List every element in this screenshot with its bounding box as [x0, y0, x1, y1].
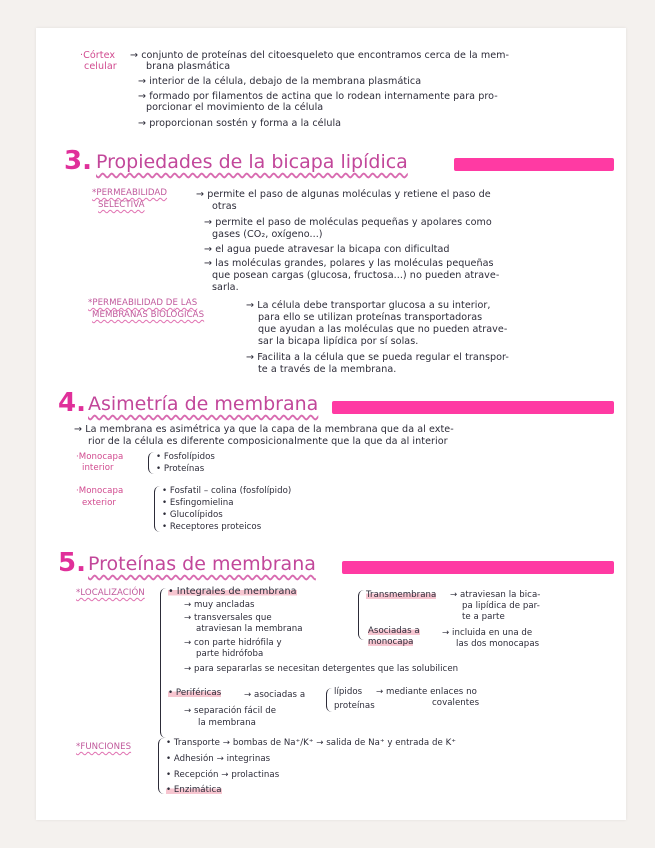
monocapa-interior-label-2: interior	[82, 463, 114, 473]
integrales-line: → con parte hidrófila y	[184, 638, 282, 648]
separacion-line: → separación fácil de	[184, 706, 277, 716]
lipidos-text: lípidos	[334, 687, 363, 697]
transmembrana-desc: te a parte	[462, 612, 505, 622]
integrales-line: → transversales que	[184, 613, 272, 623]
permeabilidad-selectiva-label: *PERMEABILIDAD	[92, 188, 168, 198]
permeabilidad-membranas-label: *PERMEABILIDAD DE LAS	[88, 298, 198, 308]
section-number: 5.	[58, 548, 86, 578]
cortex-line: brana plasmática	[146, 61, 231, 72]
funcion-item	[166, 785, 222, 795]
section-number: 3.	[64, 146, 92, 176]
section-title: Asimetría de membrana	[88, 393, 319, 415]
separacion-line: la membrana	[198, 718, 256, 728]
monocapa-item: • Receptores proteicos	[162, 522, 262, 532]
title-highlight-bar	[332, 401, 614, 414]
enzimatica-text: • Enzimática	[166, 785, 222, 795]
integrales-line: → para separarlas se necesitan detergentes que las solubilicen	[184, 664, 459, 674]
monocapa-item: • Fosfolípidos	[156, 452, 215, 462]
funcion-item: • Transporte → bombas de Na⁺/K⁺ → salida de Na⁺ y entrada de K⁺	[166, 738, 456, 748]
funcion-item: • Recepción → prolactinas	[166, 770, 280, 780]
monocapa-item: • Esfingomielina	[162, 498, 234, 508]
title-highlight-bar	[454, 158, 614, 171]
cortex-label-2: celular	[84, 61, 117, 72]
enlaces-line: → mediante enlaces no	[376, 687, 477, 697]
funciones-label: *FUNCIONES	[76, 742, 132, 752]
brace	[326, 688, 332, 712]
localizacion-label: *LOCALIZACIÓN	[76, 588, 145, 598]
enlaces-line: covalentes	[432, 698, 480, 708]
asimetria-intro: rior de la célula es diferente composicionalmente que la que da al interior	[88, 436, 448, 447]
perifericas-heading	[168, 688, 221, 698]
brace	[358, 590, 365, 640]
perm-bio-line: → La célula debe transportar glucosa a su interior,	[246, 300, 491, 311]
perm-sel-line: sarla.	[212, 282, 239, 293]
asociadas-text: Asociadas a	[368, 626, 420, 636]
transmembrana-label	[366, 590, 436, 600]
monocapa-item: • Glucolípidos	[162, 510, 223, 520]
integrales-line: parte hidrófoba	[196, 649, 264, 659]
perm-sel-line: otras	[212, 201, 237, 212]
cortex-label: ·Córtex	[80, 50, 116, 61]
transmembrana-desc: → atraviesan la bica-	[450, 590, 541, 600]
integrales-line: → muy ancladas	[184, 600, 255, 610]
perm-sel-line: que posean cargas (glucosa, fructosa...) no pueden atrave-	[212, 270, 500, 281]
integrales-line: atraviesan la membrana	[196, 624, 303, 634]
transmembrana-desc: pa lipídica de par-	[462, 601, 540, 611]
perm-bio-line: te a través de la membrana.	[258, 364, 397, 375]
cortex-line: → conjunto de proteínas del citoesqueleto que encontramos cerca de la mem-	[130, 50, 510, 61]
asociadas-label	[368, 626, 420, 636]
cortex-line: → formado por filamentos de actina que lo rodean internamente para pro-	[138, 91, 498, 102]
monocapa-exterior-label: ·Monocapa	[76, 486, 124, 496]
brace	[160, 588, 168, 738]
section-title: Proteínas de membrana	[88, 553, 316, 575]
permeabilidad-membranas-label-2: MEMBRANAS BIOLÓGICAS	[92, 310, 205, 320]
monocapa-text: monocapa	[368, 637, 414, 647]
cortex-line: → proporcionan sostén y forma a la célula	[138, 118, 342, 129]
cortex-line: → interior de la célula, debajo de la membrana plasmática	[138, 76, 422, 87]
perm-bio-line: para ello se utilizan proteínas transportadoras	[258, 312, 483, 323]
funcion-item: • Adhesión → integrinas	[166, 754, 271, 764]
perm-bio-line: sar la bicapa lipídica por sí solas.	[258, 336, 419, 347]
section-number: 4.	[58, 388, 86, 418]
section-title: Propiedades de la bicapa lipídica	[96, 151, 408, 173]
transmembrana-text: Transmembrana	[366, 590, 437, 600]
asociadas-desc: las dos monocapas	[456, 639, 540, 649]
perm-bio-line: que ayudan a las moléculas que no pueden atrave-	[258, 324, 508, 335]
monocapa-exterior-label-2: exterior	[82, 498, 116, 508]
brace	[158, 738, 165, 794]
asociadas-label-2	[368, 637, 413, 647]
perm-sel-line: → permite el paso de moléculas pequeñas y apolares como	[204, 217, 492, 228]
monocapa-item: • Fosfatil – colina (fosfolípido)	[162, 486, 292, 496]
perifericas-asociadas: → asociadas a	[244, 690, 306, 700]
perm-bio-line: → Facilita a la célula que se pueda regular el transpor-	[246, 352, 509, 363]
perm-sel-line: → el agua puede atravesar la bicapa con dificultad	[204, 244, 450, 255]
perifericas-text: • Periféricas	[168, 688, 222, 698]
notes-page	[36, 28, 626, 820]
brace	[154, 486, 161, 532]
cortex-line: porcionar el movimiento de la célula	[146, 102, 324, 113]
perm-sel-line: → permite el paso de algunas moléculas y retiene el paso de	[196, 189, 491, 200]
brace	[148, 452, 155, 474]
monocapa-item: • Proteínas	[156, 464, 205, 474]
integrales-text: • Integrales de membrana	[168, 586, 297, 597]
monocapa-interior-label: ·Monocapa	[76, 452, 124, 462]
title-highlight-bar	[342, 561, 614, 574]
asimetria-intro: → La membrana es asimétrica ya que la capa de la membrana que da al exte-	[74, 424, 454, 435]
asociadas-desc: → incluida en una de	[442, 628, 533, 638]
permeabilidad-selectiva-label-2: SELECTIVA	[98, 200, 145, 210]
perm-sel-line: → las moléculas grandes, polares y las moléculas pequeñas	[204, 258, 494, 269]
proteinas-text: proteínas	[334, 701, 375, 711]
perm-sel-line: gases (CO₂, oxígeno...)	[212, 229, 323, 240]
integrales-heading	[168, 586, 297, 597]
